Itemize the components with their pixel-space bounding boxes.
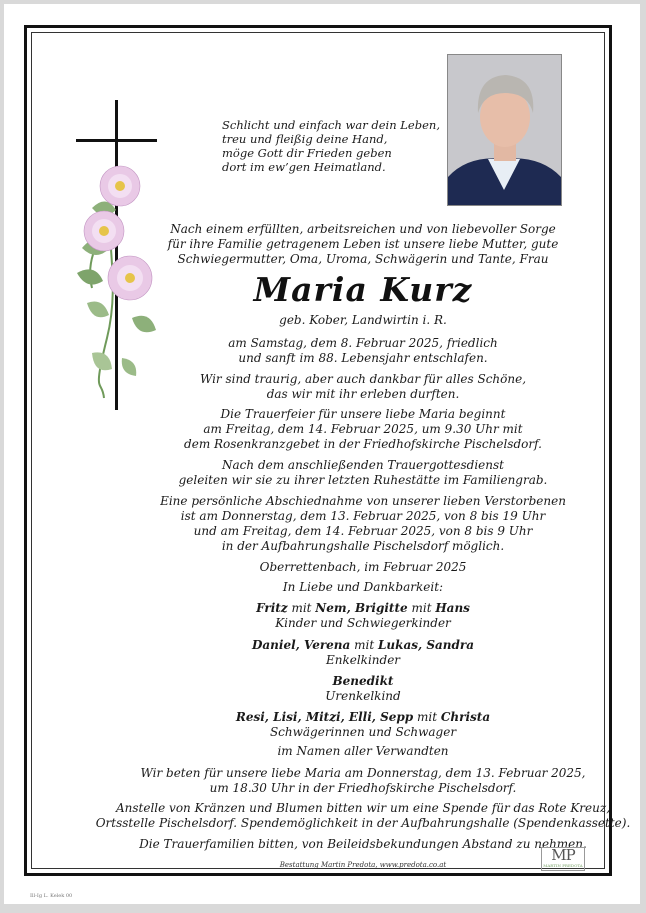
intro-line: für ihre Familie getragenem Leben ist unsere liebe Mutter, gute — [167, 237, 559, 251]
intro-line: Nach einem erfüllten, arbeitsreichen und von liebevoller Sorge — [170, 222, 556, 236]
siblings-names: Resi, Lisi, Mitzi, Elli, Sepp mit Christa — [235, 710, 491, 724]
donation-line: Anstelle von Kränzen und Blumen bitten wir um eine Spende für das Rote Kreuz, — [115, 801, 611, 815]
poem — [222, 118, 440, 174]
children-names: Fritz mit Nem, Brigitte mit Hans — [256, 601, 470, 615]
birth-note: geb. Kober, Landwirtin i. R. — [279, 313, 447, 327]
farewell-line: und am Freitag, dem 14. Februar 2025, von 8 bis 9 Uhr — [193, 524, 533, 538]
farewell-line: ist am Donnerstag, dem 13. Februar 2025, von 8 bis 19 Uhr — [180, 509, 546, 523]
death-line: und sanft im 88. Lebensjahr entschlafen. — [238, 351, 488, 365]
logo-letters: MP — [551, 846, 575, 864]
grandchildren-names: Daniel, Verena mit Lukas, Sandra — [251, 638, 475, 652]
burial-line: geleiten wir sie zu ihrer letzten Ruhestätte im Familiengrab. — [178, 473, 548, 487]
intro-line: Schwiegermutter, Oma, Uroma, Schwägerin und Tante, Frau — [177, 252, 549, 266]
children-role: Kinder und Schwiegerkinder — [275, 616, 451, 630]
prayer-line: Wir beten für unsere liebe Maria am Donnerstag, dem 13. Februar 2025, — [140, 766, 586, 780]
grandchildren-role: Enkelkinder — [325, 653, 401, 667]
condolence-line: Die Trauerfamilien bitten, von Beileidsbekundungen Abstand zu nehmen. — [139, 837, 587, 851]
poem-line: dort im ew’gen Heimatland. — [222, 160, 386, 174]
poem-line: möge Gott dir Frieden geben — [222, 146, 392, 160]
farewell-line: Eine persönliche Abschiednahme von unserer lieben Verstorbenen — [160, 494, 566, 508]
burial-line: Nach dem anschließenden Trauergottesdienst — [222, 458, 504, 472]
poem-line: Schlicht und einfach war dein Leben, — [222, 118, 440, 132]
undertaker-credit: Bestattung Martin Predota, www.predota.co.at — [279, 861, 447, 869]
funeral-line: am Freitag, dem 14. Februar 2025, um 9.30 Uhr mit — [203, 422, 523, 436]
great-grandchild-role: Urenkelkind — [325, 689, 401, 703]
siblings-role: Schwägerinnen und Schwager — [269, 725, 457, 739]
portrait-photo — [447, 54, 562, 206]
prayer-line: um 18.30 Uhr in der Friedhofskirche Pischelsdorf. — [209, 781, 517, 795]
donation-line: Ortsstelle Pischelsdorf. Spendemöglichkeit in der Aufbahrungshalle (Spendenkassette). — [95, 816, 631, 830]
great-grandchild: Benedikt — [332, 674, 394, 688]
funeral-line: dem Rosenkranzgebet in der Friedhofskirche Pischelsdorf. — [184, 437, 542, 451]
love-line: In Liebe und Dankbarkeit: — [282, 580, 444, 594]
funeral-line: Die Trauerfeier für unsere liebe Maria beginnt — [220, 407, 506, 421]
deceased-name: Maria Kurz — [253, 270, 473, 309]
footer-code: Ill-Ig L. Kelek 00 — [30, 893, 73, 899]
relatives-line: im Namen aller Verwandten — [277, 744, 449, 758]
farewell-line: in der Aufbahrungshalle Pischelsdorf möglich. — [221, 539, 505, 553]
place-date: Oberrettenbach, im Februar 2025 — [259, 560, 467, 574]
poem-line: treu und fleißig deine Hand, — [222, 132, 388, 146]
death-line: am Samstag, dem 8. Februar 2025, friedlich — [228, 336, 498, 350]
grateful-line: Wir sind traurig, aber auch dankbar für alles Schöne, — [199, 372, 527, 386]
logo-caption: MARTIN PREDOTA — [543, 863, 583, 868]
undertaker-logo — [541, 847, 585, 871]
grateful-line: das wir mit ihr erleben durften. — [266, 387, 460, 401]
